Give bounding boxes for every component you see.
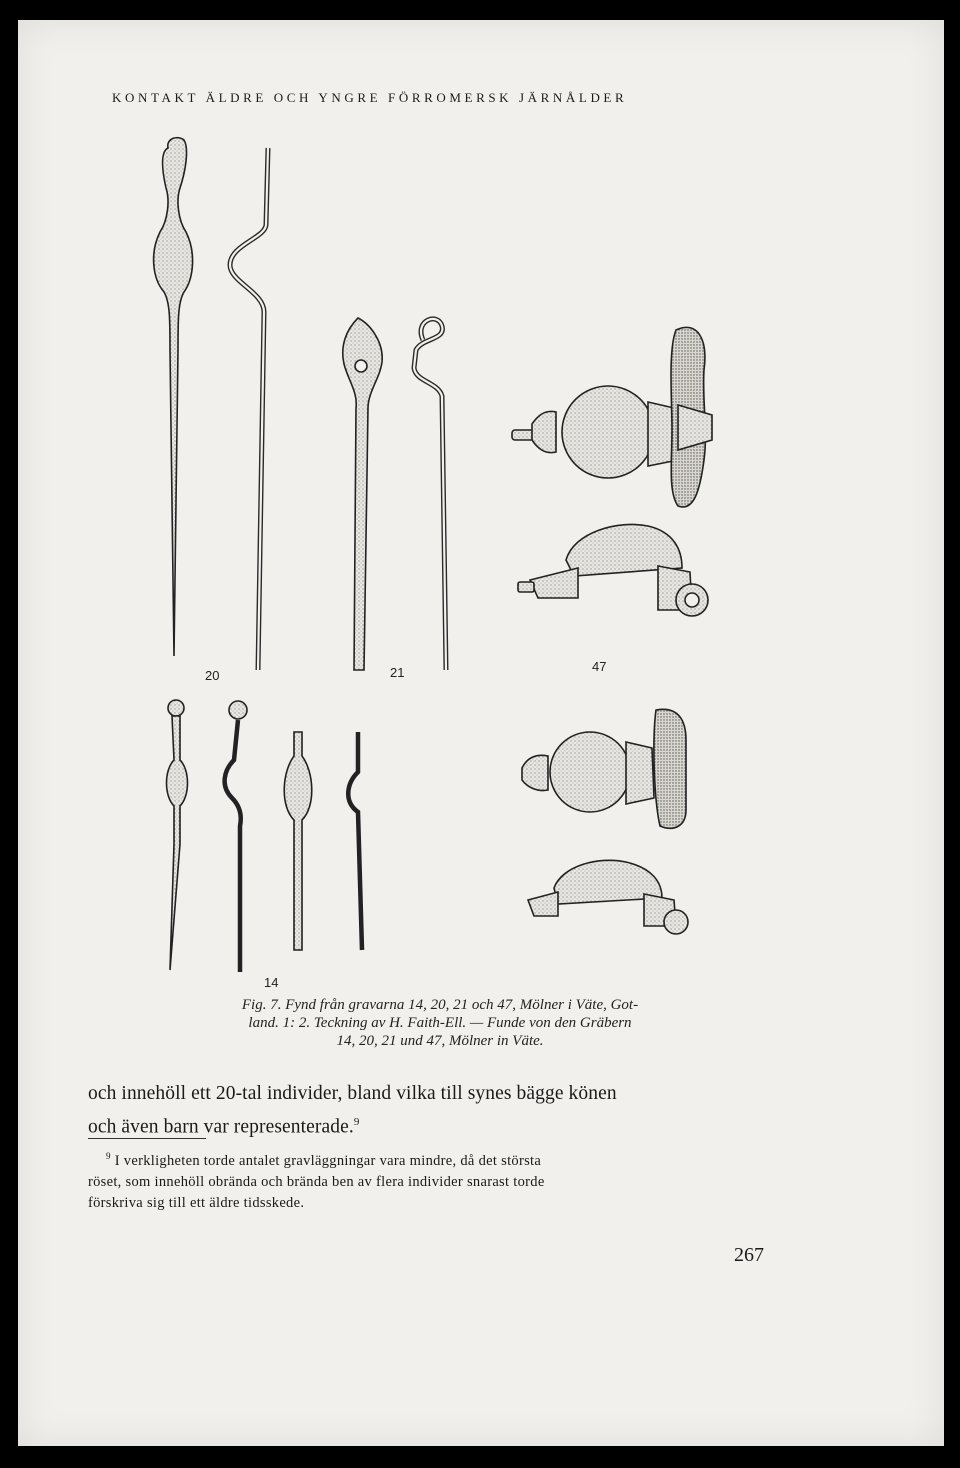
fibula-14-side <box>528 860 688 934</box>
figure-drawing <box>18 20 944 1020</box>
footnote-reference: 9 <box>353 1116 360 1128</box>
pin-14b-profile <box>348 732 362 950</box>
caption-line: 14, 20, 21 und 47, Mölner in Väte. <box>336 1033 544 1049</box>
body-paragraph <box>88 1080 808 1142</box>
book-page <box>18 20 944 1446</box>
pin-14b-bulb <box>284 732 312 950</box>
label-grave-21: 21 <box>390 665 405 680</box>
figure-illustration <box>18 20 944 1020</box>
page-number: 267 <box>734 1244 764 1266</box>
footnote-line-text: I verkligheten torde antalet gravläggningar vara mindre, då det största <box>114 1152 542 1169</box>
body-line-text: och även barn var representerade. <box>88 1116 354 1138</box>
label-grave-20: 20 <box>205 668 220 683</box>
caption-line: Fig. 7. Fynd från gravarna 14, 20, 21 och 47, Mölner i Väte, Got- <box>241 997 639 1013</box>
label-grave-14: 14 <box>264 975 279 990</box>
pin-20-bulb <box>154 138 193 656</box>
body-line <box>88 1108 808 1142</box>
fibula-47-side <box>518 524 708 616</box>
footnote-line: röset, som innehöll obrända och brända ben av flera individer snarast torde <box>88 1173 545 1190</box>
figure-caption <box>90 996 790 1050</box>
footnote-line <box>88 1146 808 1172</box>
footnote-divider <box>88 1138 206 1139</box>
footnote-line: förskriva sig till ett äldre tidsskede. <box>88 1194 305 1211</box>
label-grave-47: 47 <box>592 659 607 674</box>
pin-14-bulb <box>167 700 188 970</box>
footnote-marker: 9 <box>106 1151 111 1161</box>
pin-21-head <box>343 318 382 670</box>
footnote <box>88 1146 808 1214</box>
fibula-47-top <box>512 327 712 507</box>
caption-line: land. 1: 2. Teckning av H. Faith-Ell. — Funde von den Gräbern <box>248 1015 632 1031</box>
running-head: KONTAKT ÄLDRE OCH YNGRE FÖRROMERSK JÄRNÅLDER <box>112 90 628 105</box>
pin-21-profile <box>414 319 446 670</box>
body-line: och innehöll ett 20-tal individer, bland vilka till synes bägge könen <box>88 1083 617 1104</box>
fibula-14-top <box>522 709 686 828</box>
pin-14-profile <box>225 701 247 972</box>
